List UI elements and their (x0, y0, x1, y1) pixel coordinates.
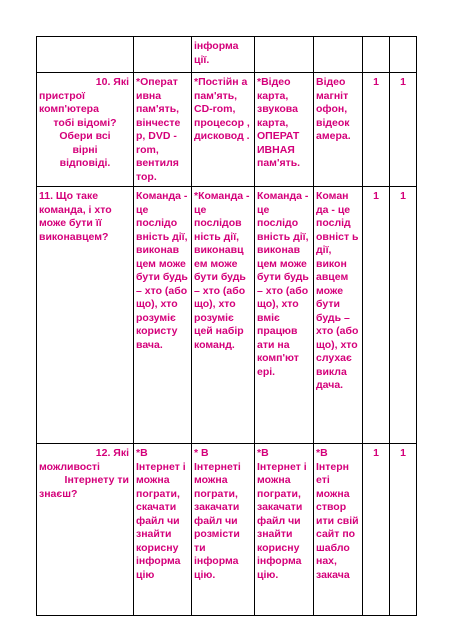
answer-cell: Команда - це послідо вність дії, виконав цем може бути будь – хто (або що), хто розуміє користу вача. (134, 187, 192, 444)
table-row (37, 37, 417, 73)
answer-cell: Відео магніт офон, відеок амера. (314, 73, 363, 187)
question-text: вірні (72, 143, 98, 156)
question-text: Обери всі (59, 130, 111, 142)
question-text: Інтернету ти (64, 474, 129, 486)
question-text: комп'ютера (39, 103, 99, 115)
question-cell (37, 444, 134, 616)
question-text: пристрої (39, 89, 85, 102)
score-cell: 1 (390, 187, 417, 444)
answer-cell (134, 37, 192, 73)
question-text: можливості (39, 460, 100, 473)
answer-cell (314, 37, 363, 73)
score-cell (390, 37, 417, 73)
score-cell (363, 37, 390, 73)
question-text: знаєш? (39, 487, 78, 500)
answer-cell: * В Інтернеті можна пограти, закачати файл чи розмісти ти інформа цію. (192, 444, 255, 616)
question-cell (37, 37, 134, 73)
answer-cell: *Відео карта, звукова карта, ОПЕРАТ ИВНАЯ пам'ять. (255, 73, 314, 187)
answer-cell: *В Інтернет і можна пограти, закачати файл чи знайти корисну інформа цію. (255, 444, 314, 616)
answer-cell: Коман да - це послід овніст ь дії, викон авцем може бути будь – хто (або що), хто слухає викла дача. (314, 187, 363, 444)
question-cell (37, 73, 134, 187)
quiz-table (36, 36, 417, 616)
answer-cell: *В Інтернет і можна пограти, скачати файл чи знайти корисну інформа цію (134, 444, 192, 616)
score-cell: 1 (390, 73, 417, 187)
question-text: 12. Які (95, 447, 129, 459)
table-row (37, 73, 417, 187)
question-text: відповіді. (59, 157, 111, 169)
answer-cell: Команда - це послідо вність дії, виконав цем може бути будь – хто (або що), хто вміє працюв ати на комп'ют ері. (255, 187, 314, 444)
score-cell: 1 (363, 73, 390, 187)
answer-cell: *Операт ивна пам'ять, вінчесте р, DVD - rom, вентиля тор. (134, 73, 192, 187)
question-cell (37, 187, 134, 444)
table-row (37, 444, 417, 616)
answer-cell: *Постійн а пам'ять, CD-rom, процесор , дисковод . (192, 73, 255, 187)
answer-cell (255, 37, 314, 73)
answer-cell: *В Інтерн еті можна створ ити свій сайт по шабло нах, закача (314, 444, 363, 616)
answer-cell: інформа ції. (192, 37, 255, 73)
score-cell: 1 (363, 444, 390, 616)
question-text: 10. Які (95, 76, 129, 88)
table-row (37, 187, 417, 444)
question-text: 11. Що таке команда, і хто може бути її виконавцем? (39, 190, 112, 243)
score-cell: 1 (390, 444, 417, 616)
answer-cell: *Команда - це послідов ність дії, виконавц ем може бути будь – хто (або що), хто розуміє цей набір команд. (192, 187, 255, 444)
question-text: тобі відомі? (53, 116, 117, 129)
score-cell: 1 (363, 187, 390, 444)
